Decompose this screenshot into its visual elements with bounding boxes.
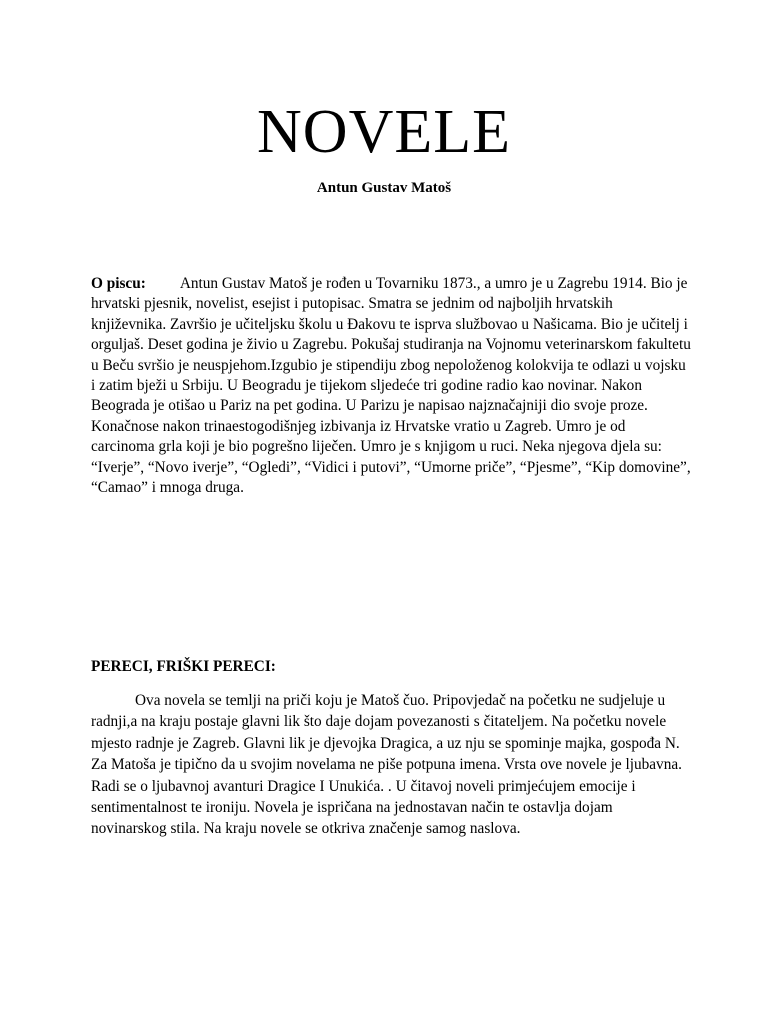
- section-title: PERECI, FRIŠKI PERECI:: [91, 658, 276, 675]
- bio-label: O piscu:: [91, 275, 146, 292]
- author-name: Antun Gustav Matoš: [316, 180, 452, 196]
- bio-text: Antun Gustav Matoš je rođen u Tovarniku 1873., a umro je u Zagrebu 1914. Bio je hrvatski pjesnik, novelist, esejist i putopisac. Smatra se jednim od najboljih hrvatskih književnika. Završio je učiteljsku školu u Đakovu te isprva službovao u Našicama. Bio je učitelj i orguljaš. Deset godina je živio u Zagrebu. Pokušaj studiranja na Vojnomu veterinarskom fakultetu u Beču svršio je neuspjehom.Izgubio je stipendiju zbog nepoloženog kolokvija te odlazi u vojsku i zatim bježi u Srbiju. U Beogradu je tijekom sljedeće tri godine radio kao novinar. Nakon Beograda je otišao u Pariz na pet godina. U Parizu je napisao najznačajniji dio svoje proze. Konačnose nakon trinaestogodišnjeg izbivanja iz Hrvatske vratio u Zagreb. Umro je od carcinoma grla koji je bio pogrešno liječen. Umro je s knjigom u ruci. Neka njegova djela su: “Iverje”, “Novo iverje”, “Ogledi”, “Vidici i putovi”, “Umorne priče”, “Pjesme”, “Kip domovine”, “Camao” i mnoga druga.: [91, 275, 691, 497]
- document-title: NOVELE: [257, 98, 511, 166]
- bio-paragraph: [91, 274, 691, 498]
- section-paragraph: [91, 690, 691, 840]
- section-text: Ova novela se temlji na priči koju je Matoš čuo. Pripovjedač na početku ne sudjeluje u radnji,a na kraju postaje glavni lik što daje dojam povezanosti s čitateljem. Na početku novele mjesto radnje je Zagreb. Glavni lik je djevojka Dragica, a uz nju se spominje majka, gospođa N. Za Matoša je tipično da u svojim novelama ne piše potpuna imena. Vrsta ove novele je ljubavna. Radi se o ljubavnoj avanturi Dragice I Unukića. . U čitavoj noveli primjećujem emocije i sentimentalnost te ironiju. Novela je ispričana na jednostavan način te ostavlja dojam novinarskog stila. Na kraju novele se otkriva značenje samog naslova.: [91, 692, 682, 838]
